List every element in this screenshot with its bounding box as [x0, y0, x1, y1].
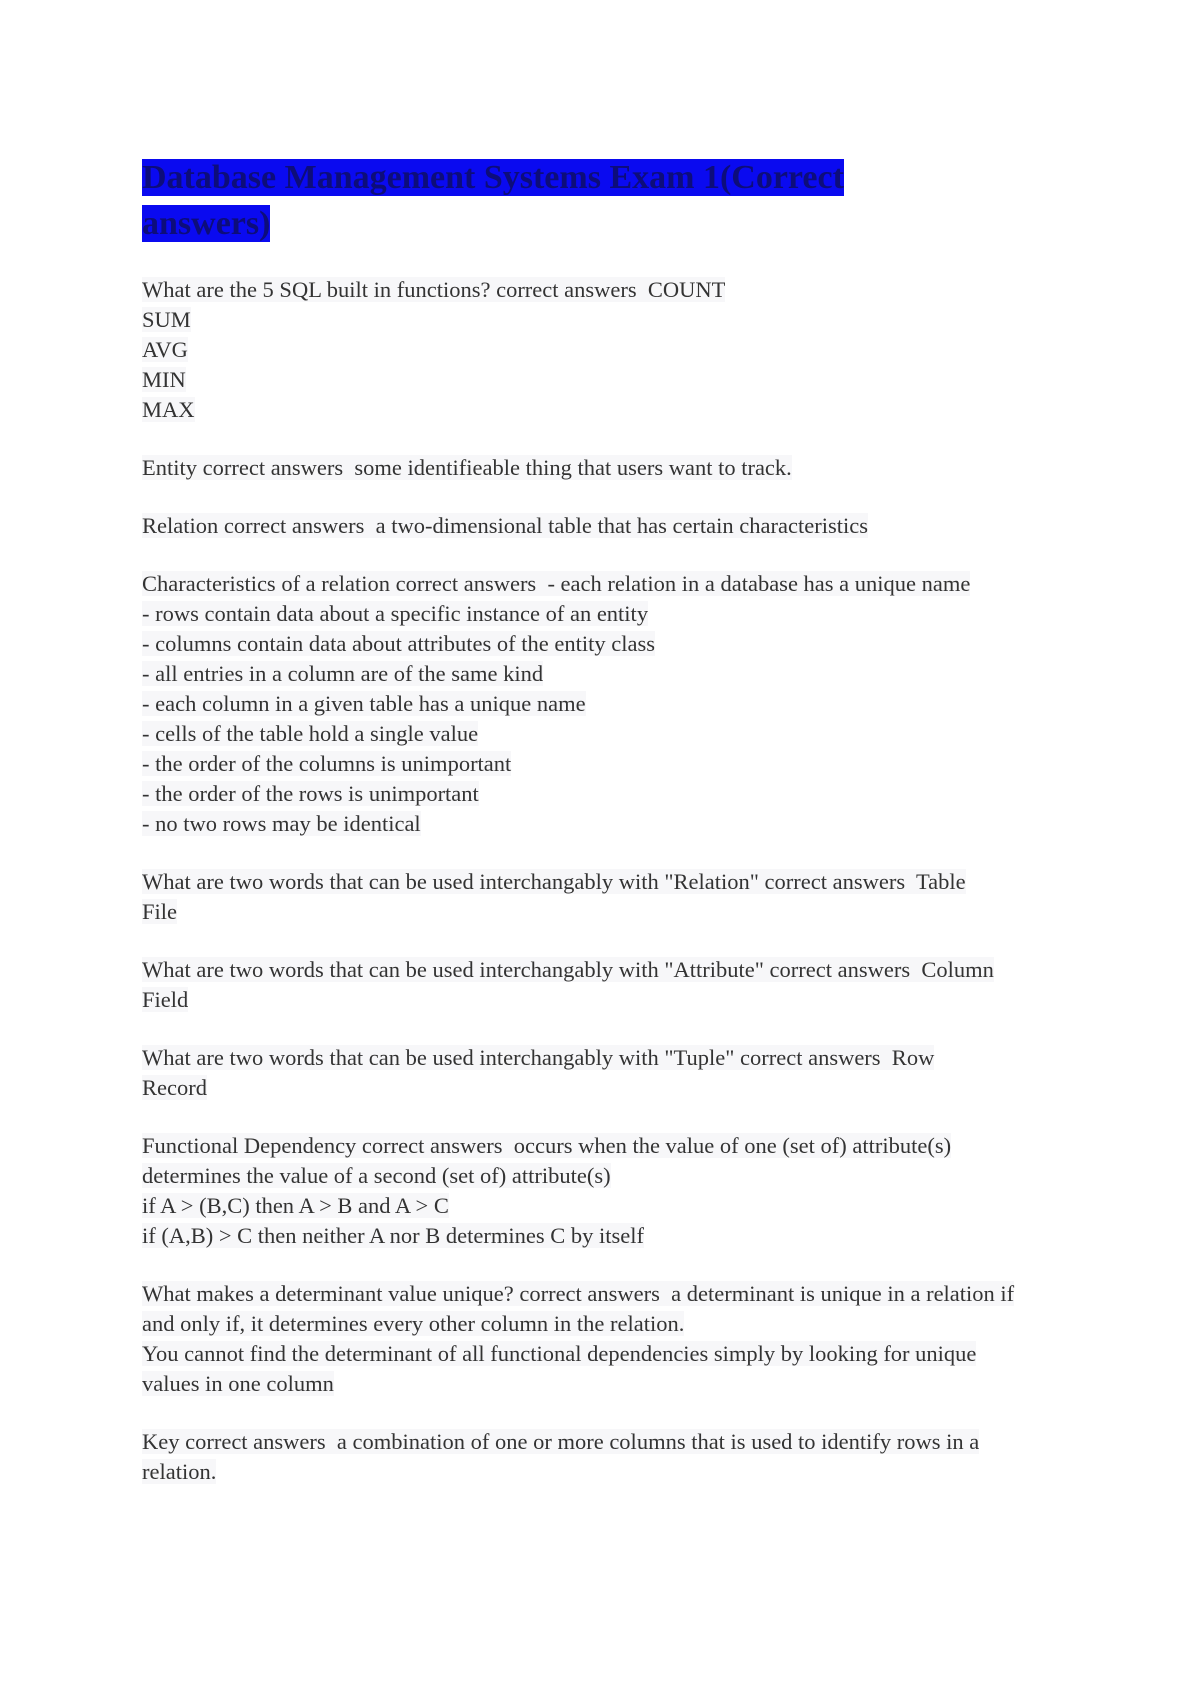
qa-line	[142, 1073, 1082, 1103]
qa-line	[142, 395, 1082, 425]
qa-entry	[142, 511, 1082, 541]
qa-line-text: What are two words that can be used interchangably with "Attribute" correct answers Column	[142, 957, 994, 982]
qa-line	[142, 1191, 1082, 1221]
qa-line-text: MIN	[142, 367, 186, 392]
qa-line-text: Relation correct answers a two-dimensional table that has certain characteristics	[142, 513, 868, 538]
qa-line-text: and only if, it determines every other column in the relation.	[142, 1311, 685, 1336]
document-title	[142, 155, 882, 247]
qa-line	[142, 511, 1082, 541]
qa-line	[142, 749, 1082, 779]
qa-entry	[142, 1427, 1082, 1487]
qa-line	[142, 1309, 1082, 1339]
qa-line-text: Field	[142, 987, 189, 1012]
qa-line	[142, 985, 1082, 1015]
qa-line-text: - the order of the rows is unimportant	[142, 781, 479, 806]
qa-line-text: - rows contain data about a specific instance of an entity	[142, 601, 649, 626]
qa-line	[142, 1131, 1082, 1161]
qa-entry	[142, 867, 1082, 927]
qa-line-text: - cells of the table hold a single value	[142, 721, 479, 746]
qa-line-text: What makes a determinant value unique? correct answers a determinant is unique in a relation if	[142, 1281, 1015, 1306]
qa-entry	[142, 1279, 1082, 1399]
qa-line-text: - no two rows may be identical	[142, 811, 421, 836]
qa-line	[142, 305, 1082, 335]
qa-line	[142, 1427, 1082, 1457]
qa-line	[142, 779, 1082, 809]
qa-line	[142, 689, 1082, 719]
qa-line-text: File	[142, 899, 178, 924]
qa-line	[142, 719, 1082, 749]
qa-line	[142, 659, 1082, 689]
qa-line	[142, 1043, 1082, 1073]
qa-line	[142, 1457, 1082, 1487]
qa-line-text: Entity correct answers some identifieable thing that users want to track.	[142, 455, 792, 480]
qa-line-text: - each column in a given table has a unique name	[142, 691, 586, 716]
qa-entry	[142, 569, 1082, 839]
qa-line-text: What are two words that can be used interchangably with "Relation" correct answers Table	[142, 869, 966, 894]
qa-entry	[142, 1131, 1082, 1251]
qa-line	[142, 809, 1082, 839]
qa-line	[142, 275, 1082, 305]
qa-line-text: What are two words that can be used interchangably with "Tuple" correct answers Row	[142, 1045, 935, 1070]
qa-entry	[142, 1043, 1082, 1103]
qa-line	[142, 1369, 1082, 1399]
qa-line-text: - all entries in a column are of the same kind	[142, 661, 544, 686]
qa-line-text: You cannot find the determinant of all functional dependencies simply by looking for unique	[142, 1341, 977, 1366]
qa-line-text: - columns contain data about attributes of the entity class	[142, 631, 655, 656]
qa-line-text: AVG	[142, 337, 188, 362]
qa-line-text: Key correct answers a combination of one or more columns that is used to identify rows in a	[142, 1429, 980, 1454]
qa-line-text: relation.	[142, 1459, 217, 1484]
qa-line-text: values in one column	[142, 1371, 334, 1396]
qa-line-text: Record	[142, 1075, 207, 1100]
document-title-text: Database Management Systems Exam 1(Correct answers)	[142, 159, 844, 242]
qa-line-text: SUM	[142, 307, 191, 332]
qa-line	[142, 453, 1082, 483]
qa-line-text: Characteristics of a relation correct answers - each relation in a database has a unique name	[142, 571, 971, 596]
qa-line-text: Functional Dependency correct answers occurs when the value of one (set of) attribute(s)	[142, 1133, 952, 1158]
qa-line-text: What are the 5 SQL built in functions? correct answers COUNT	[142, 277, 726, 302]
qa-line	[142, 629, 1082, 659]
qa-line	[142, 569, 1082, 599]
document-page	[142, 155, 1082, 1515]
entries-list	[142, 275, 1082, 1487]
qa-line	[142, 897, 1082, 927]
qa-entry	[142, 955, 1082, 1015]
qa-entry	[142, 275, 1082, 425]
qa-line	[142, 335, 1082, 365]
qa-line	[142, 1161, 1082, 1191]
qa-line	[142, 1339, 1082, 1369]
qa-entry	[142, 453, 1082, 483]
qa-line	[142, 365, 1082, 395]
qa-line-text: if A > (B,C) then A > B and A > C	[142, 1193, 449, 1218]
qa-line-text: if (A,B) > C then neither A nor B determines C by itself	[142, 1223, 644, 1248]
qa-line-text: - the order of the columns is unimportant	[142, 751, 512, 776]
qa-line	[142, 1279, 1082, 1309]
qa-line-text: MAX	[142, 397, 195, 422]
qa-line	[142, 867, 1082, 897]
qa-line	[142, 1221, 1082, 1251]
qa-line	[142, 955, 1082, 985]
qa-line	[142, 599, 1082, 629]
qa-line-text: determines the value of a second (set of) attribute(s)	[142, 1163, 611, 1188]
